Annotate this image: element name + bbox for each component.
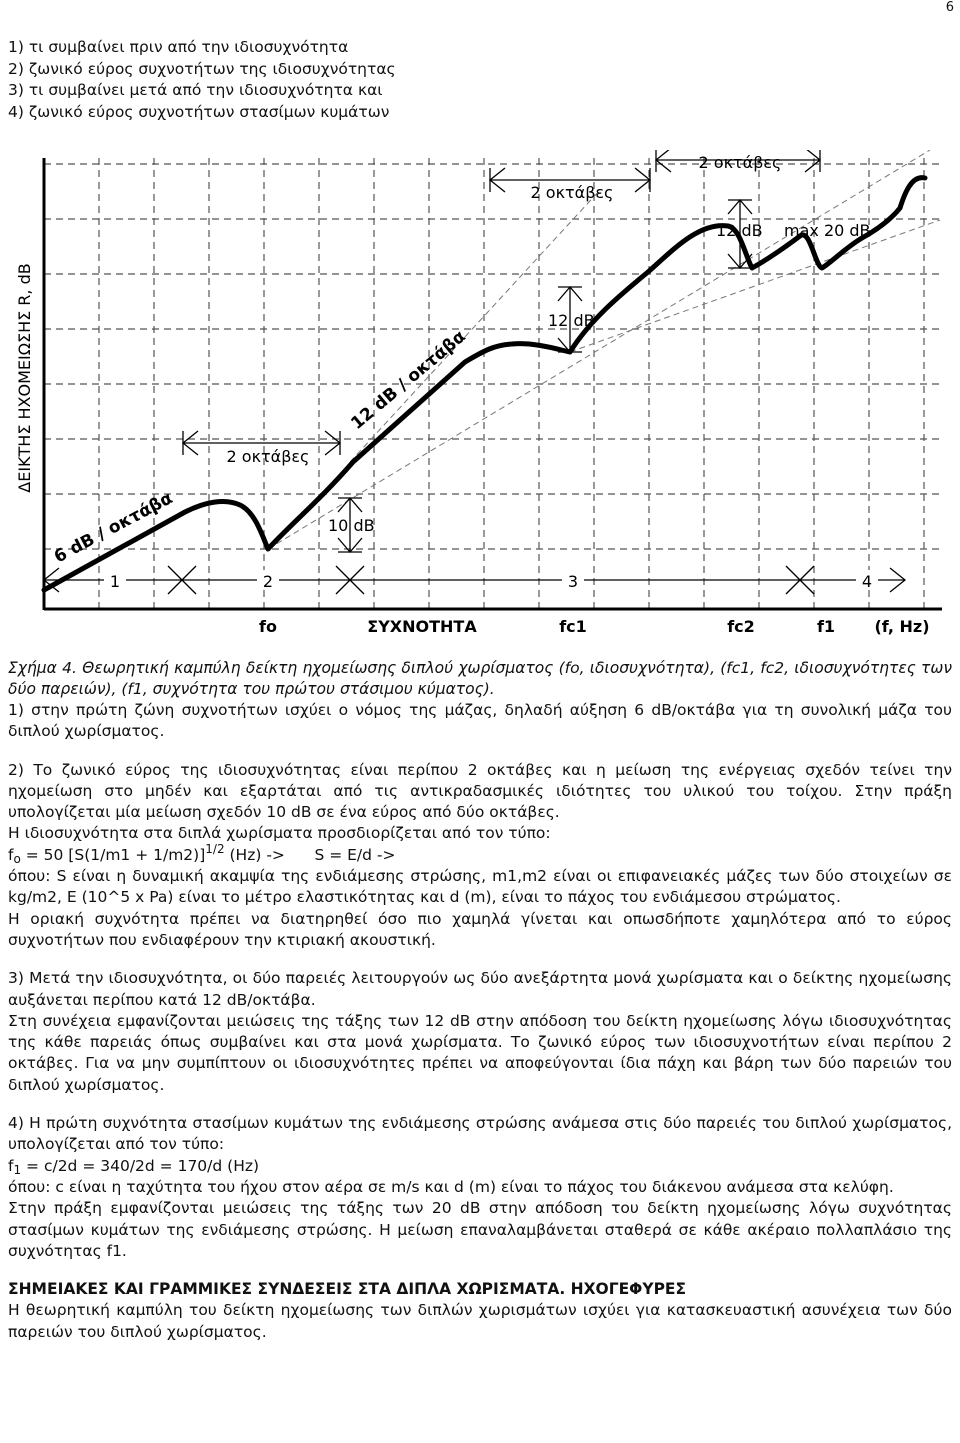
paragraph-4b: όπου: c είναι η ταχύτητα του ήχου στον αέρα σε m/s και d (m) είναι το πάχος του διάκενου ανάμεσα στα κελύφη. bbox=[8, 1177, 894, 1196]
zone-2-label: 2 bbox=[262, 572, 274, 591]
x-label-units: (f, Hz) bbox=[874, 617, 930, 636]
zone-4-label: 4 bbox=[861, 572, 873, 591]
dip-label-10db: 10 dB bbox=[328, 516, 375, 535]
formula-fo-expression: = 50 [S(1/m1 + 1/m2)] bbox=[20, 845, 206, 864]
formula-f1-expression: = c/2d = 340/2d = 170/d (Hz) bbox=[21, 1156, 260, 1175]
paragraph-4a: 4) Η πρώτη συχνότητα στασίμων κυμάτων της ενδιάμεσης στρώσης ανάμεσα στις δύο παρειές του διπλού χωρίσματος, υπολογίζεται από τον τύπο: bbox=[8, 1114, 952, 1154]
intro-item: 1) τι συμβαίνει πριν από την ιδιοσυχνότητα bbox=[8, 38, 349, 56]
x-label-fc1: fc1 bbox=[559, 617, 587, 636]
octave-label-1: 2 οκτάβες bbox=[226, 447, 310, 466]
x-label-f1: f1 bbox=[816, 617, 836, 636]
zone-3-label: 3 bbox=[567, 572, 579, 591]
formula-fo-symbol: f bbox=[8, 845, 14, 864]
zone-markers bbox=[44, 566, 905, 594]
paragraph-4c: Στην πράξη εμφανίζονται μειώσεις της τάξης των 20 dB στην απόδοση του δείκτη ηχομείωσης λόγω συχνότητας στασίμων κυμάτων της ενδιάμεσης στρώσης. Η μείωση επαναλαμβάνεται σταθερά σε κάθε ακέραιο πολλαπλάσιο της συχνότητας f1. bbox=[8, 1199, 952, 1260]
y-axis-label: ΔΕΙΚΤΗΣ ΗΧΟΜΕΙΩΣΗΣ R, dB bbox=[15, 263, 34, 493]
formula-f1-subscript: 1 bbox=[13, 1162, 22, 1177]
x-label-fc2: fc2 bbox=[727, 617, 755, 636]
octave-label-3: 2 οκτάβες bbox=[698, 153, 782, 172]
slope-6db-label: 6 dB / οκτάβα bbox=[50, 488, 177, 568]
intro-list bbox=[8, 37, 396, 123]
octave-label-2: 2 οκτάβες bbox=[530, 183, 614, 202]
paragraph-3a: 3) Μετά την ιδιοσυχνότητα, οι δύο παρειές λειτουργούν ως δύο ανεξάρτητα μονά χωρίσματα και ο δείκτης ηχομείωσης αυξάνεται περίπου κατά 12 dB/οκτάβα. bbox=[8, 969, 952, 1009]
zone-1-label: 1 bbox=[109, 572, 121, 591]
dip-label-12db-1: 12 dB bbox=[548, 311, 595, 330]
formula-fo-exponent: 1/2 bbox=[205, 841, 225, 856]
formula-fo bbox=[8, 841, 952, 866]
section-heading: ΣΗΜΕΙΑΚΕΣ ΚΑΙ ΓΡΑΜΜΙΚΕΣ ΣΥΝΔΕΣΕΙΣ ΣΤΑ ΔΙΠΛΑ ΧΩΡΙΣΜΑΤΑ. ΗΧΟΓΕΦΥΡΕΣ bbox=[8, 1280, 687, 1299]
formula-fo-subscript: o bbox=[13, 851, 21, 866]
body-text bbox=[8, 700, 952, 1343]
paragraph-2d: Η οριακή συχνότητα πρέπει να διατηρηθεί όσο πιο χαμηλά γίνεται και οπωσδήποτε χαμηλότερα από το εύρος συχνοτήτων που ενδιαφέρουν την κτιριακή ακουστική. bbox=[8, 909, 952, 949]
max-20db-label: max 20 dB bbox=[784, 221, 871, 240]
page-number: 6 bbox=[945, 0, 954, 15]
figure-caption: Σχήμα 4. Θεωρητική καμπύλη δείκτη ηχομείωσης διπλού χωρίσματος (fo, ιδιοσυχνότητα), (fc1, fc2, ιδιοσυχνότητες των δύο παρειών), (f1, συχνότητα του πρώτου στάσιμου κύματος). bbox=[8, 659, 952, 698]
paragraph-2b: Η ιδιοσυχνότητα στα διπλά χωρίσματα προσδιορίζεται από τον τύπο: bbox=[8, 824, 551, 843]
paragraph-5: Η θεωρητική καμπύλη του δείκτη ηχομείωσης των διπλών χωρισμάτων ισχύει για κατασκευαστική ασυνέχεια των δύο παρειών του διπλού χωρίσματος. bbox=[8, 1301, 952, 1341]
paragraph-1: 1) στην πρώτη ζώνη συχνοτήτων ισχύει ο νόμος της μάζας, δηλαδή αύξηση 6 dB/οκτάβα για τη συνολική μάζα του διπλού χωρίσματος. bbox=[8, 701, 952, 741]
x-label-frequency: ΣΥΧΝΟΤΗΤΑ bbox=[367, 617, 477, 636]
formula-f1-symbol: f bbox=[8, 1156, 14, 1175]
dip-label-12db-2: 12 dB bbox=[716, 221, 763, 240]
formula-f1 bbox=[8, 1156, 952, 1177]
paragraph-2c: όπου: S είναι η δυναμική ακαμψία της ενδιάμεσης στρώσης, m1,m2 είναι οι επιφανειακές μάζες των δύο στοιχείων σε kg/m2, E (10^5 x Pa) είναι το μέτρο ελαστικότητας και d (m), είναι το πάχος του ενδιάμεσου στρώματος. bbox=[8, 867, 952, 907]
sound-reduction-diagram bbox=[0, 150, 960, 650]
construction-lines bbox=[268, 150, 940, 549]
paragraph-3b: Στη συνέχεια εμφανίζονται μειώσεις της τάξης των 12 dB στην απόδοση του δείκτη ηχομείωσης λόγω ιδιοσυχνότητας της κάθε παρειάς όπως συμβαίνει και στα μονά χωρίσματα. Το ζωνικό εύρος των ιδιοσυχνοτήτων είναι περίπου 2 οκτάβες. Για να μην συμπίπτουν οι ιδιοσυχνότητες πρέπει να αποφεύγονται ίδια πάχη και βάρη των δύο παρειών του διπλού χωρίσματος. bbox=[8, 1011, 952, 1094]
intro-item: 4) ζωνικό εύρος συχνοτήτων στασίμων κυμάτων bbox=[8, 102, 390, 121]
intro-item: 3) τι συμβαίνει μετά από την ιδιοσυχνότητα και bbox=[8, 81, 383, 99]
slope-12db-label: 12 dB / οκτάβα bbox=[347, 326, 470, 434]
intro-item: 2) ζωνικό εύρος συχνοτήτων της ιδιοσυχνότητας bbox=[8, 59, 396, 78]
formula-fo-tail: (Hz) -> S = E/d -> bbox=[224, 845, 396, 864]
paragraph-2a: 2) Το ζωνικό εύρος της ιδιοσυχνότητας είναι περίπου 2 οκτάβες και η μείωση της ενέργειας σχεδόν τείνει την ηχομείωση στο μηδέν και εξαρτάται από τις αντικραδασμικές ιδιότητες του υλικού του τοίχου. Στην πράξη υπολογίζεται μία μείωση σχεδόν 10 dB σε ένα εύρος από δύο οκτάβες. bbox=[8, 760, 952, 822]
x-label-fo: fo bbox=[259, 617, 277, 636]
